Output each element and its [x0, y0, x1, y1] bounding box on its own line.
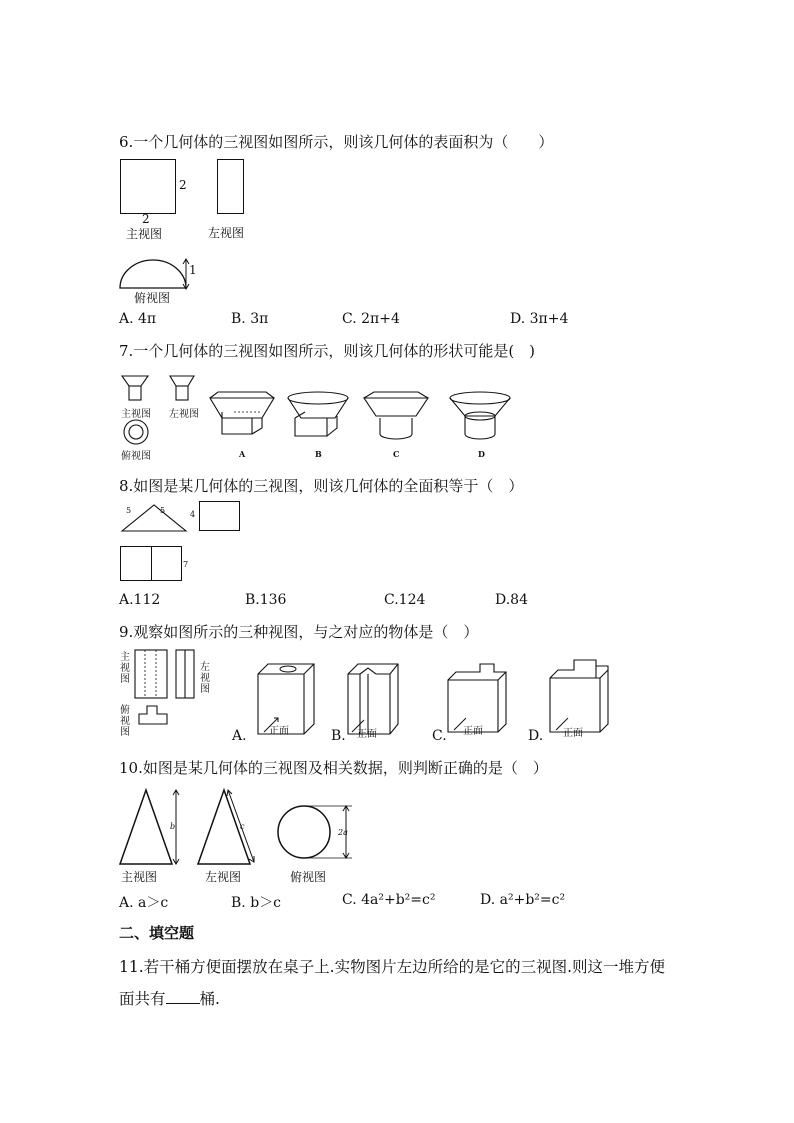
- q8-option-b: B.136: [245, 592, 287, 608]
- q9-figure-a-front: 正面: [269, 726, 289, 737]
- q9-top-view-label: 俯视图: [120, 705, 130, 738]
- q7-figure-a-label: A: [239, 449, 246, 459]
- q9-option-b: B.: [331, 728, 346, 744]
- q8-dim-left: 5: [126, 506, 132, 515]
- q9-figure-c-front: 正面: [463, 726, 483, 737]
- q8-option-d: D.84: [495, 592, 528, 608]
- q7-main-view: [120, 374, 152, 406]
- q8-top-view: [120, 546, 182, 581]
- q8-text: 8.如图是某几何体的三视图，则该几何体的全面积等于（ ）: [119, 477, 524, 495]
- q7-left-view: [168, 374, 200, 406]
- q6-main-view-label: 主视图: [126, 227, 163, 241]
- q6-option-a: A. 4π: [119, 311, 157, 327]
- q6-top-view-label: 俯视图: [134, 291, 171, 305]
- q9-main-view-label: 主视图: [120, 652, 130, 685]
- q10-main-view: [118, 786, 188, 868]
- q6-option-d: D. 3π+4: [510, 311, 569, 327]
- q9-main-view: [134, 649, 174, 701]
- q6-dim-arc: 1: [189, 263, 197, 277]
- q9-top-view: [137, 704, 171, 726]
- q8-left-view: [199, 501, 240, 531]
- q8-option-c: C.124: [384, 592, 426, 608]
- q9-option-c: C.: [432, 728, 447, 744]
- q7-figure-c: [362, 392, 432, 442]
- q6-text: 6.一个几何体的三视图如图所示，则该几何体的表面积为（ ）: [119, 133, 554, 151]
- q7-top-view: [122, 419, 152, 449]
- q9-left-view-label: 左视图: [200, 662, 210, 695]
- q7-main-view-label: 主视图: [121, 409, 151, 420]
- q6-option-c: C. 2π+4: [342, 311, 400, 327]
- q9-figure-b-front: 正面: [357, 729, 377, 740]
- q7-top-view-label: 俯视图: [121, 451, 151, 462]
- q10-text: 10.如图是某几何体的三视图及相关数据，则判断正确的是（ ）: [119, 759, 548, 777]
- q10-main-view-label: 主视图: [121, 870, 158, 884]
- q7-figure-c-label: C: [393, 449, 400, 459]
- q11-line2: [119, 987, 220, 1009]
- q10-option-d: D. a²+b²=c²: [480, 892, 566, 908]
- q9-option-a: A.: [232, 728, 247, 744]
- q6-main-view: [120, 159, 176, 214]
- q6-left-view: [217, 159, 244, 214]
- q8-option-a: A.112: [119, 592, 161, 608]
- q7-figure-d-label: D: [478, 449, 485, 459]
- q10-option-a: A. a＞c: [119, 895, 169, 911]
- q8-dim-bottom: 7: [183, 560, 189, 569]
- q7-left-view-label: 左视图: [169, 409, 199, 420]
- q9-left-view: [175, 649, 199, 701]
- q6-left-view-label: 左视图: [208, 226, 245, 240]
- q10-top-view-label: 俯视图: [290, 870, 327, 884]
- q10-dim-b: b: [170, 822, 176, 831]
- q8-dim-right: 5: [160, 506, 166, 515]
- q7-figure-b: [285, 392, 355, 442]
- q11-line2-before: 面共有: [119, 990, 166, 1008]
- q11-line1: 11.若干桶方便面摆放在桌子上.实物图片左边所给的是它的三视图.则这一堆方便: [119, 958, 666, 976]
- q11-line2-after: 桶.: [199, 990, 220, 1008]
- q10-dim-2a: 2a: [338, 828, 348, 837]
- q7-figure-b-label: B: [315, 449, 322, 459]
- q6-dim-height: 2: [179, 178, 187, 192]
- section-title: 二、填空题: [119, 924, 195, 942]
- q11-answer-blank[interactable]: [166, 989, 200, 1004]
- q7-figure-d: [447, 392, 517, 442]
- q7-figure-a: [208, 392, 278, 440]
- q8-dim-rect: 4: [190, 510, 196, 519]
- q10-left-view-label: 左视图: [205, 870, 242, 884]
- q6-dim-width: 2: [142, 212, 150, 226]
- q7-text: 7.一个几何体的三视图如图所示，则该几何体的形状可能是( ): [119, 342, 536, 360]
- q9-text: 9.观察如图所示的三种视图，与之对应的物体是（ ）: [119, 623, 479, 641]
- q10-option-c: C. 4a²+b²=c²: [342, 892, 436, 908]
- q9-figure-d-front: 正面: [563, 728, 583, 739]
- q9-option-d: D.: [528, 728, 544, 744]
- q10-option-b: B. b＞c: [231, 895, 281, 911]
- q6-option-b: B. 3π: [231, 311, 269, 327]
- q10-dim-c: c: [240, 822, 245, 831]
- q10-left-view: [196, 786, 266, 868]
